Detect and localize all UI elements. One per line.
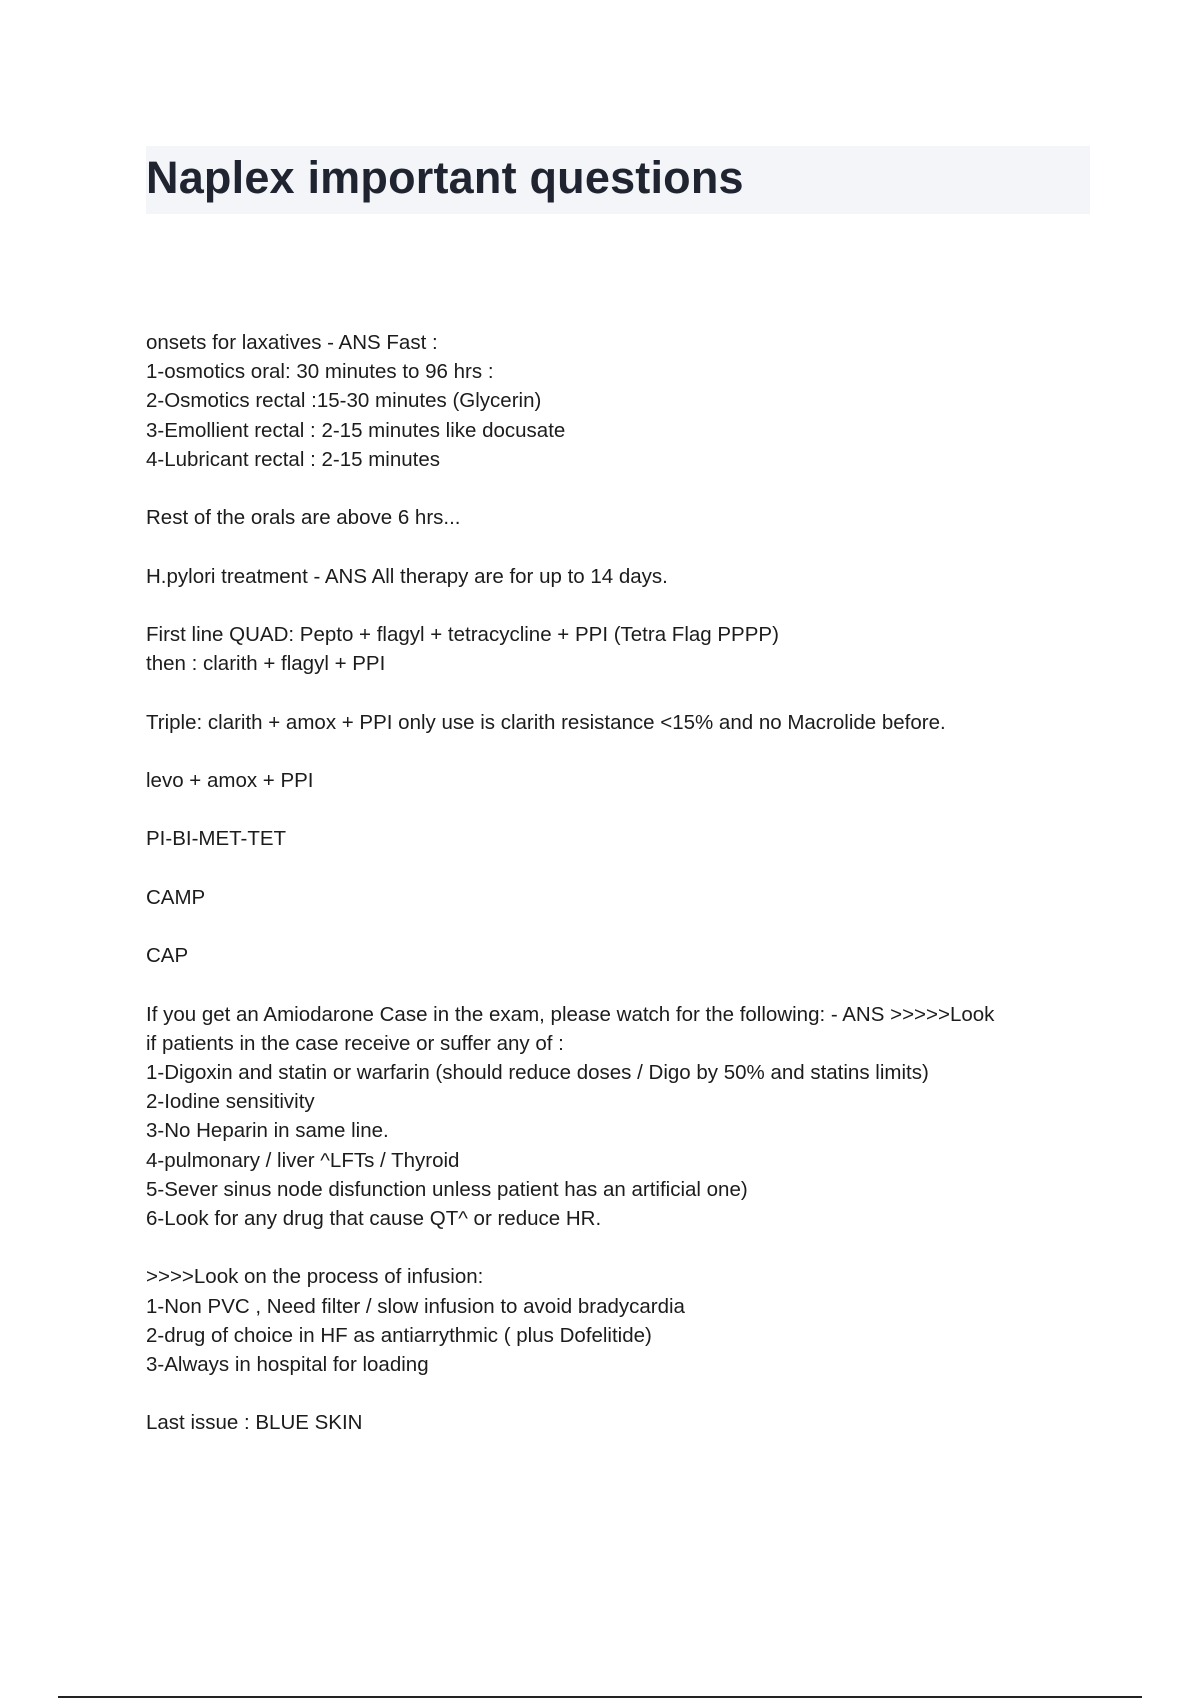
amiodarone-question-line2: if patients in the case receive or suffer any of : xyxy=(146,1031,564,1055)
paragraph-gap xyxy=(146,1379,1096,1408)
amiodarone-item: 3-No Heparin in same line. xyxy=(146,1119,389,1143)
laxatives-item: 3-Emollient rectal : 2-15 minutes like docusate xyxy=(146,418,566,442)
laxatives-question: onsets for laxatives - ANS Fast : xyxy=(146,331,438,354)
footer-divider xyxy=(58,1696,1142,1698)
paragraph-gap xyxy=(146,854,1096,883)
infusion-header: >>>>Look on the process of infusion: xyxy=(146,1265,484,1289)
document-body xyxy=(146,328,1096,1438)
laxatives-item: 4-Lubricant rectal : 2-15 minutes xyxy=(146,447,440,471)
amiodarone-item: 5-Sever sinus node disfunction unless patient has an artificial one) xyxy=(146,1177,748,1201)
amiodarone-item: 1-Digoxin and statin or warfarin (should reduce doses / Digo by 50% and statins limits) xyxy=(146,1060,929,1084)
paragraph-gap xyxy=(146,532,1096,561)
infusion-item: 3-Always in hospital for loading xyxy=(146,1352,429,1376)
hpylori-first-line: First line QUAD: Pepto + flagyl + tetracycline + PPI (Tetra Flag PPPP) xyxy=(146,622,779,646)
laxatives-note: Rest of the orals are above 6 hrs... xyxy=(146,506,461,530)
hpylori-cap: CAP xyxy=(146,944,189,968)
hpylori-then: then : clarith + flagyl + PPI xyxy=(146,652,386,676)
hpylori-levo: levo + amox + PPI xyxy=(146,768,314,792)
amiodarone-item: 2-Iodine sensitivity xyxy=(146,1090,315,1114)
paragraph-gap xyxy=(146,474,1096,503)
hpylori-pibimettet: PI-BI-MET-TET xyxy=(146,827,287,851)
paragraph-gap xyxy=(146,737,1096,766)
laxatives-item: 1-osmotics oral: 30 minutes to 96 hrs : xyxy=(146,360,494,384)
amiodarone-question-line1: If you get an Amiodarone Case in the exam, please watch for the following: - ANS >>>>>Look xyxy=(146,1002,995,1026)
paragraph-gap xyxy=(146,1233,1096,1262)
paragraph-gap xyxy=(146,795,1096,824)
paragraph-gap xyxy=(146,970,1096,999)
infusion-item: 2-drug of choice in HF as antiarrythmic ( plus Dofelitide) xyxy=(146,1323,652,1347)
page-title: Naplex important questions xyxy=(146,152,744,203)
hpylori-question: H.pylori treatment - ANS All therapy are for up to 14 days. xyxy=(146,564,668,588)
laxatives-item: 2-Osmotics rectal :15-30 minutes (Glycerin) xyxy=(146,389,542,413)
hpylori-triple: Triple: clarith + amox + PPI only use is clarith resistance <15% and no Macrolide before. xyxy=(146,710,946,734)
infusion-item: 1-Non PVC , Need filter / slow infusion to avoid bradycardia xyxy=(146,1294,685,1318)
last-issue: Last issue : BLUE SKIN xyxy=(146,1411,363,1435)
hpylori-camp: CAMP xyxy=(146,885,206,909)
amiodarone-item: 6-Look for any drug that cause QT^ or reduce HR. xyxy=(146,1206,602,1230)
paragraph-gap xyxy=(146,912,1096,941)
paragraph-gap xyxy=(146,591,1096,620)
paragraph-gap xyxy=(146,678,1096,707)
amiodarone-item: 4-pulmonary / liver ^LFTs / Thyroid xyxy=(146,1148,460,1172)
